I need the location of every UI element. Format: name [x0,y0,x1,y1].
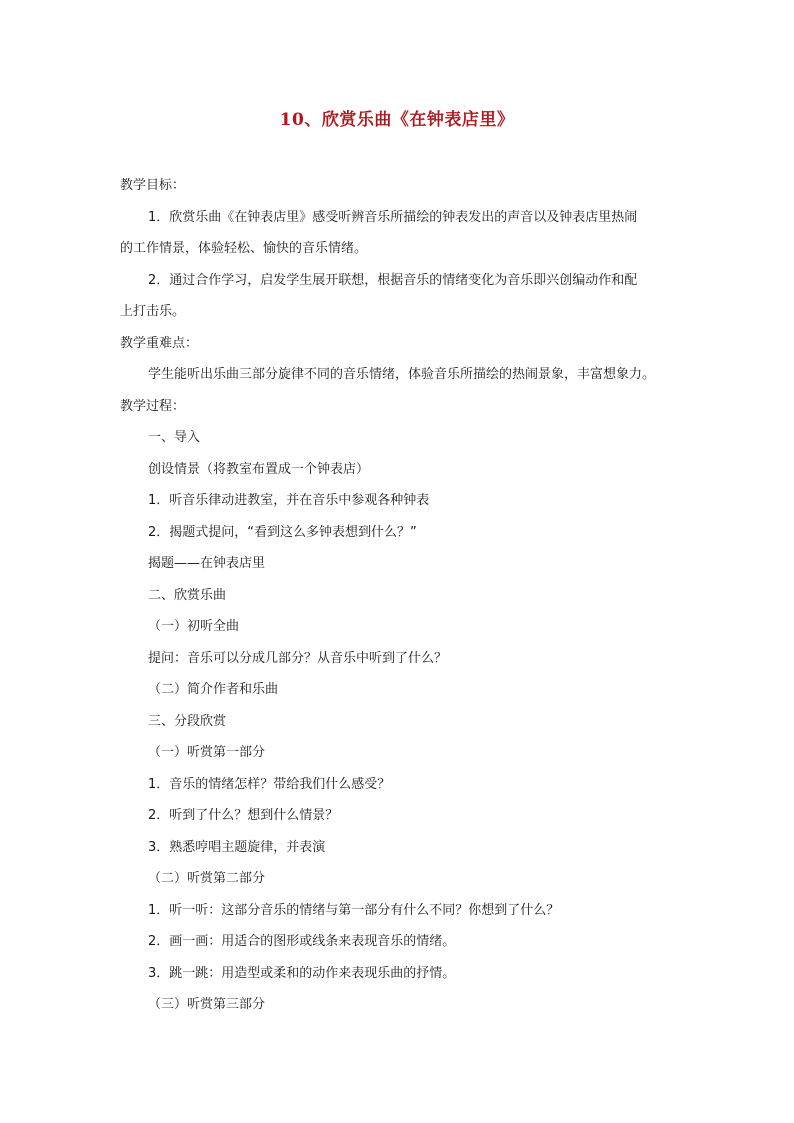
text-line: （三）听赏第三部分 [148,997,266,1012]
document-body [120,170,680,1021]
text-line: （一）听赏第一部分 [148,745,266,760]
text-line: （一）初听全曲 [148,619,240,634]
text-line: 1．音乐的情绪怎样？带给我们什么感受？ [148,776,391,792]
text-line: 一、导入 [148,430,201,445]
text-line: （二）简介作者和乐曲 [148,682,279,697]
text-line: 学生能听出乐曲三部分旋律不同的音乐情绪，体验音乐所描绘的热闹景象，丰富想象力。 [148,367,656,382]
text-line: 1．欣赏乐曲《在钟表店里》感受听辨音乐所描绘的钟表发出的声音以及钟表店里热闹 [148,209,638,225]
text-line: 3．熟悉哼唱主题旋律，并表演 [148,839,326,855]
text-line: 教学重难点： [120,335,199,351]
text-line: 创设情景（将教室布置成一个钟表店） [148,461,370,477]
text-line: 三、分段欣赏 [148,713,227,729]
text-line: 3．跳一跳：用造型或柔和的动作来表现乐曲的抒情。 [148,965,456,981]
document-title: 10、欣赏乐曲《在钟表店里》 [279,110,515,130]
text-line: 的工作情景，体验轻松、愉快的音乐情绪。 [120,241,368,256]
text-line: （二）听赏第二部分 [148,871,266,886]
text-line: 提问：音乐可以分成几部分？从音乐中听到了什么？ [148,650,448,666]
text-line: 2．听到了什么？想到什么情景？ [148,808,339,823]
text-line: 1．听一听：这部分音乐的情绪与第一部分有什么不同？你想到了什么？ [148,902,560,918]
text-line: 上打击乐。 [120,304,186,319]
text-line: 2．画一画：用适合的图形或线条来表现音乐的情绪。 [148,934,456,949]
text-line: 教学过程： [120,398,186,414]
text-line: 揭题——在钟表店里 [148,556,266,571]
text-line: 2．揭题式提问，“看到这么多钟表想到什么？” [148,524,417,540]
text-line: 二、欣赏乐曲 [148,587,227,603]
text-line: 2．通过合作学习，启发学生展开联想，根据音乐的情绪变化为音乐即兴创编动作和配 [148,272,638,288]
text-line: 教学目标： [120,178,186,193]
text-line: 1．听音乐律动进教室，并在音乐中参观各种钟表 [148,493,430,508]
